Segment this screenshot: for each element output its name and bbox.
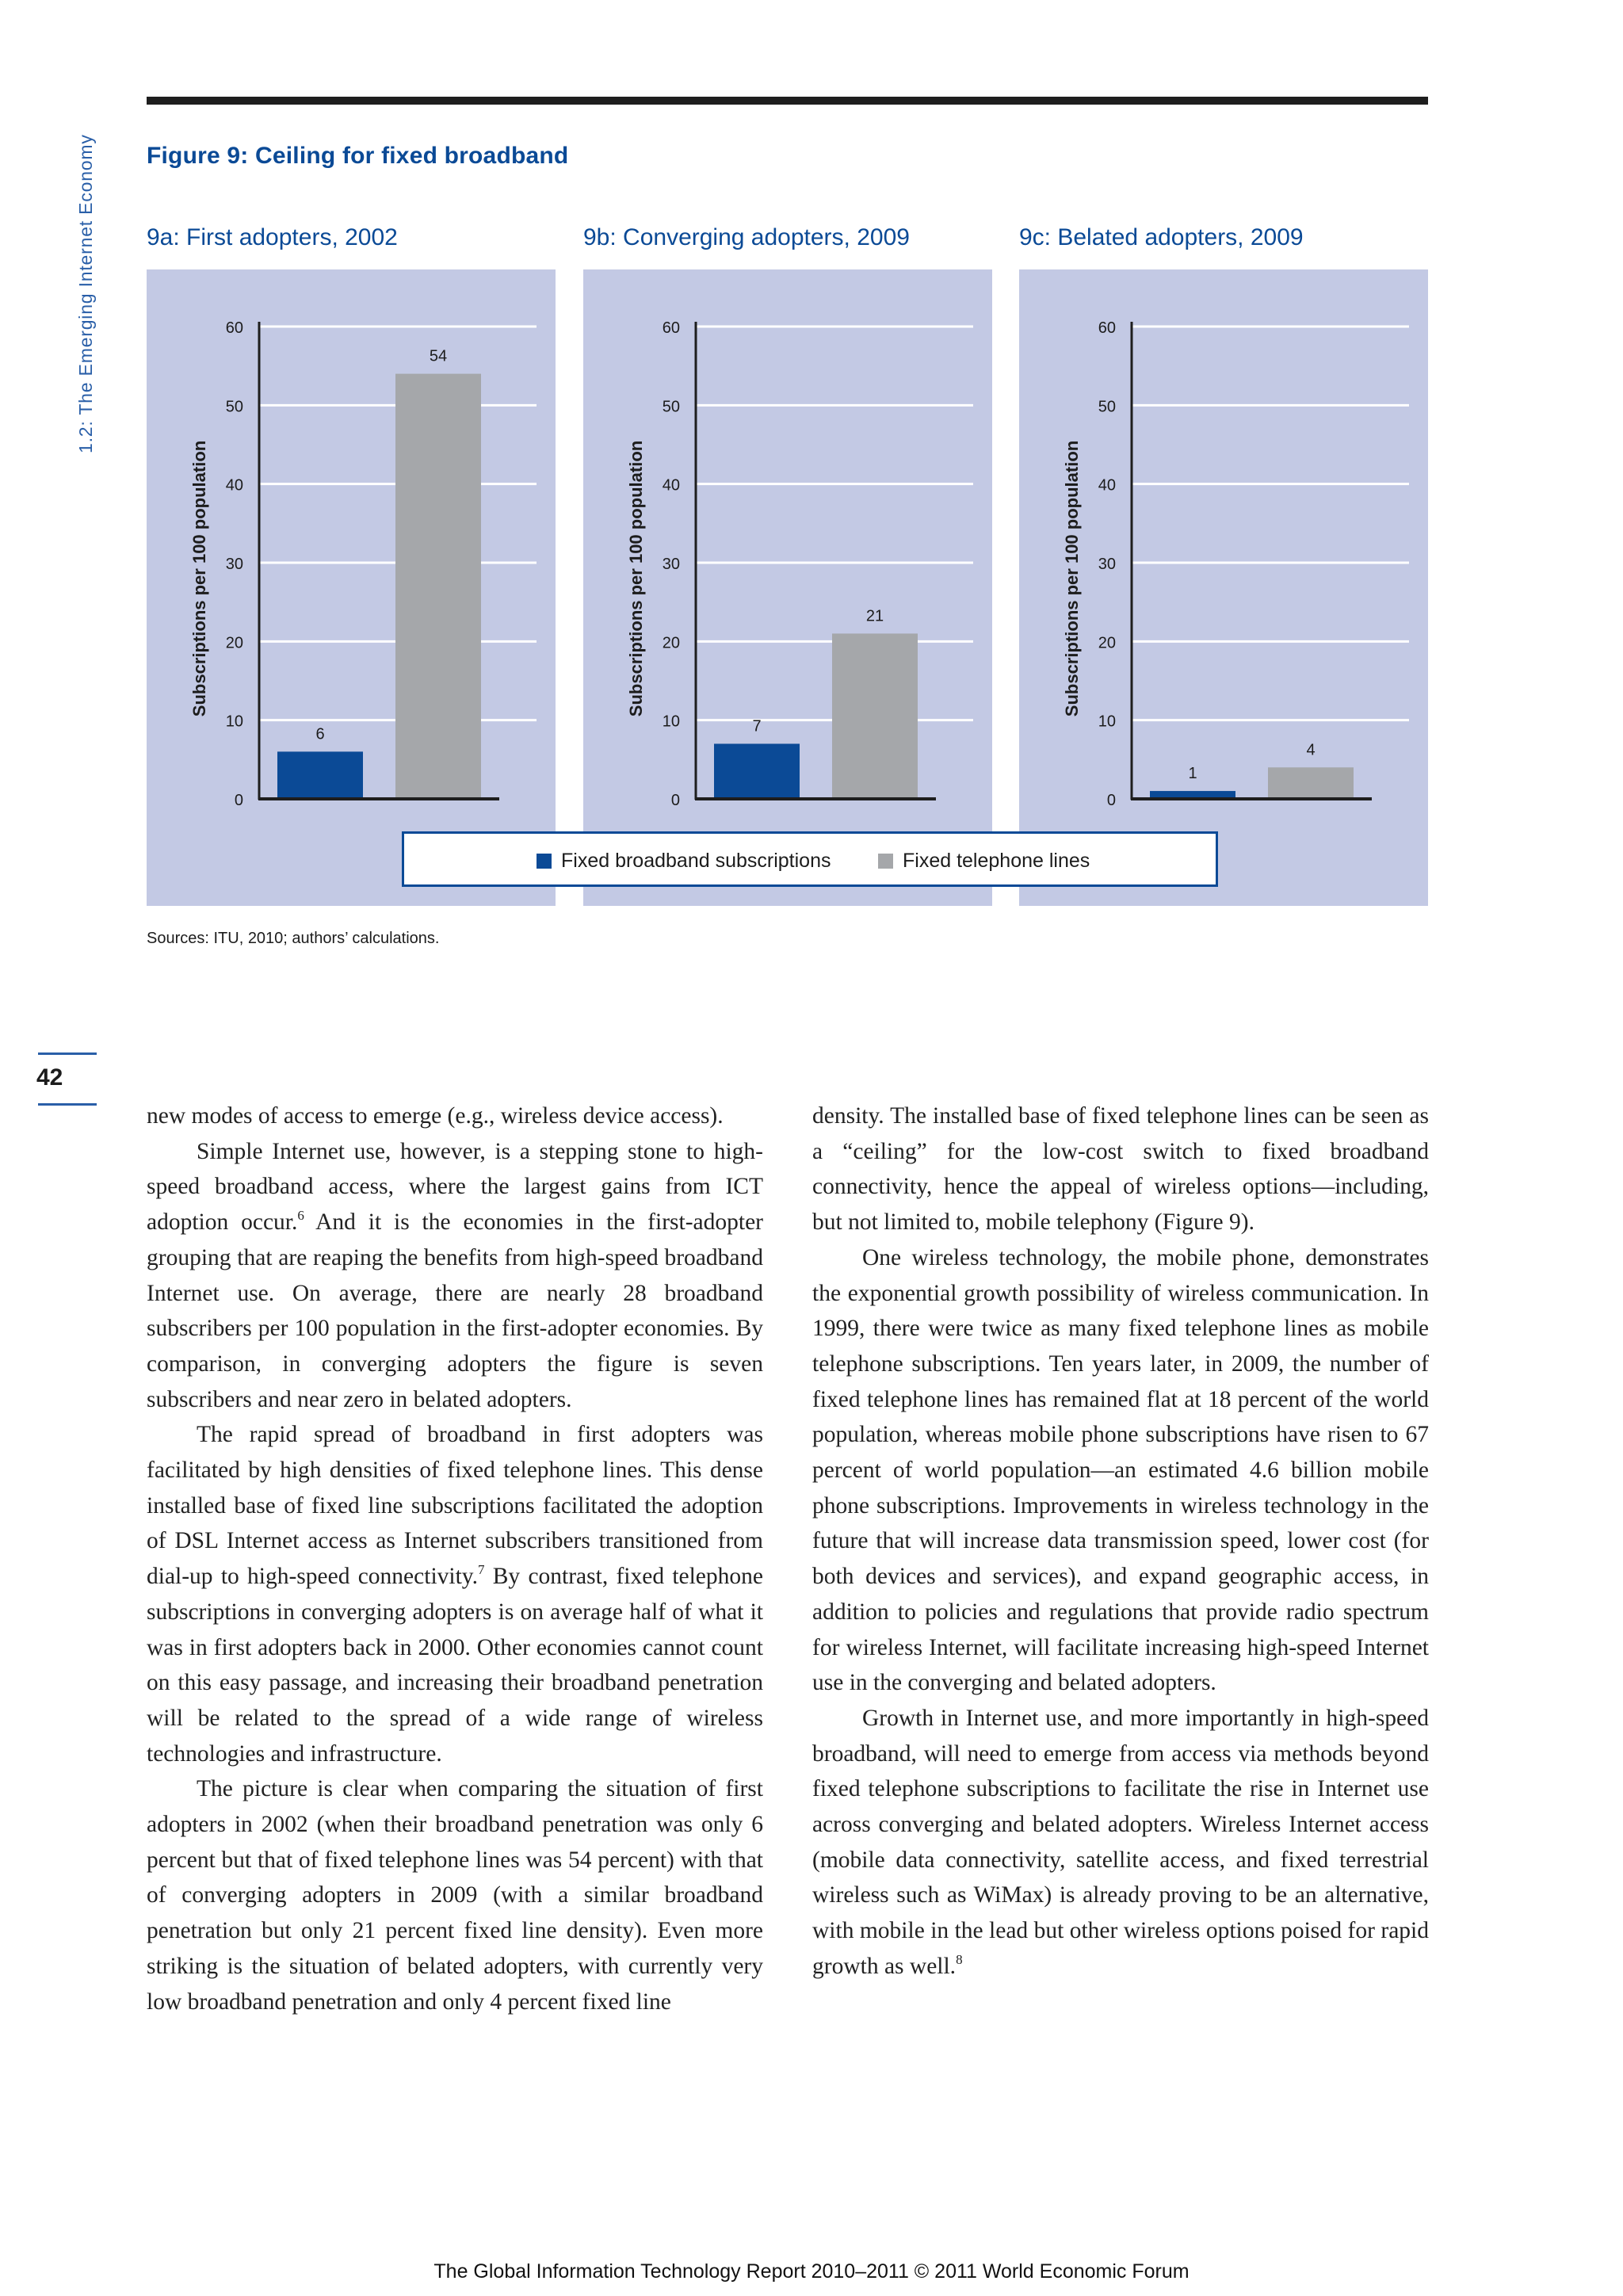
- y-tick-label: 0: [1106, 792, 1116, 809]
- footnote-marker: 7: [478, 1562, 485, 1578]
- legend-item-broadband: [537, 850, 831, 873]
- body-column-left: [147, 1098, 763, 2019]
- legend-swatch-telephone: [878, 854, 893, 869]
- chart-panel-9c: [1019, 269, 1428, 906]
- data-label: 7: [752, 717, 762, 735]
- y-tick-label: 40: [225, 476, 243, 495]
- y-axis-label: Subscriptions per 100 population: [1062, 440, 1082, 717]
- right-column-paragraph: One wireless technology, the mobile phone, demonstrates the exponential growth possibility of wireless communication. In 1999, there were twice as many fixed telephone lines as mobile telephone subscriptions. Ten years later, in 2009, the number of fixed telephone lines has remained flat at 18 percent of the world population, whereas mobile phone subscriptions have risen to 67 percent of world population—an estimated 4.6 billion mobile phone subscriptions. Improvements in wireless technology in the future that will increase data transmission speed, lower cost (for both devices and services), and expand geographic access, in addition to policies and regulations that provide radio spectrum for wireless Internet, will facilitate increasing high-speed Internet use in the converging and belated adopters.: [812, 1244, 1429, 1696]
- y-tick-label: 50: [662, 398, 680, 416]
- page-footer: The Global Information Technology Report 2010–2011 © 2011 World Economic Forum: [433, 2260, 1190, 2283]
- figure-title: Figure 9: Ceiling for fixed broadband: [147, 143, 569, 169]
- y-tick-label: 10: [1098, 712, 1116, 731]
- page-number: 42: [36, 1064, 63, 1091]
- chart-9a: [147, 269, 556, 906]
- legend-label-telephone: Fixed telephone lines: [903, 850, 1090, 872]
- bar-fixed-telephone: [1268, 767, 1354, 799]
- y-tick-label: 10: [225, 712, 243, 731]
- bar-fixed-telephone: [395, 374, 481, 799]
- y-tick-label: 0: [234, 792, 243, 809]
- bar-fixed-broadband: [277, 751, 363, 799]
- chart-panel-9a: [147, 269, 556, 906]
- y-tick-label: 10: [662, 712, 680, 731]
- data-label: 54: [429, 347, 448, 365]
- running-head: 1.2: The Emerging Internet Economy: [75, 134, 96, 453]
- y-axis-label: Subscriptions per 100 population: [626, 440, 646, 717]
- footnote-marker: 6: [297, 1208, 304, 1224]
- page-number-rule-bottom: [38, 1103, 97, 1106]
- right-column-paragraph: Growth in Internet use, and more importantly in high-speed broadband, will need to emerge from access via methods beyond fixed telephone subscriptions to facilitate the rise in Internet use across converging and belated adopters. Wireless Internet access (mobile data connectivity, satellite access, and fixed terrestrial wireless such as WiMax) is already proving to be an alternative, with mobile in the lead but other wireless options poised for rapid growth as well.$^8$: [812, 1705, 1429, 1979]
- y-tick-label: 30: [1098, 556, 1116, 573]
- footnote-marker: 8: [956, 1951, 963, 1967]
- chart-panel-9b: [583, 269, 992, 906]
- page-number-rule-top: [38, 1052, 97, 1055]
- left-column-paragraph: The rapid spread of broadband in first adopters was facilitated by high densities of fixed telephone lines. This dense installed base of fixed line subscriptions facilitated the adoption of DSL Internet access as Internet subscribers transitioned from dial-up to high-speed connectivity.$^7$ By contrast, fixed telephone subscriptions in converging adopters is on average half of what it was in first adopters back in 2000. Other economies cannot count on this easy passage, and increasing their broadband penetration will be related to the spread of a wide range of wireless technologies and infrastructure.: [147, 1422, 763, 1767]
- chart-legend: [402, 831, 1218, 887]
- panel-title-9a: 9a: First adopters, 2002: [147, 224, 398, 250]
- figure-top-rule: [147, 97, 1428, 105]
- bar-fixed-telephone: [832, 633, 918, 799]
- body-column-right: [812, 1098, 1429, 1985]
- y-tick-label: 60: [662, 319, 680, 337]
- bar-fixed-broadband: [714, 743, 800, 799]
- data-label: 1: [1188, 765, 1197, 783]
- y-tick-label: 30: [225, 556, 243, 573]
- y-tick-label: 30: [662, 556, 680, 573]
- left-column-paragraph: Simple Internet use, however, is a stepping stone to high-speed broadband access, where the largest gains from ICT adoption occur.$^6$ And it is the economies in the first-adopter grouping that are reaping the benefits from high-speed broadband Internet use. On average, there are nearly 28 broadband subscribers per 100 population in the first-adopter economies. By comparison, in converging adopters the figure is seven subscribers and near zero in belated adopters.: [147, 1138, 763, 1412]
- left-column-paragraph: new modes of access to emerge (e.g., wireless device access).: [147, 1103, 724, 1129]
- data-label: 4: [1306, 741, 1316, 759]
- y-tick-label: 20: [225, 634, 243, 652]
- y-tick-label: 40: [662, 476, 680, 495]
- data-label: 21: [865, 607, 884, 625]
- left-column-paragraph: The picture is clear when comparing the situation of first adopters in 2002 (when their broadband penetration was only 6 percent but that of fixed telephone lines was 54 percent) with that of converging adopters in 2009 (with a similar broadband penetration but only 21 percent fixed line density). Even more striking is the situation of belated adopters, with currently very low broadband penetration and only 4 percent fixed line: [147, 1776, 763, 2015]
- legend-item-telephone: [878, 850, 1090, 873]
- y-tick-label: 40: [1098, 476, 1116, 495]
- chart-9c: [1019, 269, 1428, 906]
- figure-source: Sources: ITU, 2010; authors’ calculations.: [147, 930, 440, 947]
- y-axis-label: Subscriptions per 100 population: [189, 440, 209, 717]
- y-tick-label: 60: [225, 319, 243, 337]
- y-tick-label: 50: [225, 398, 243, 416]
- data-label: 6: [315, 725, 325, 743]
- panel-title-9c: 9c: Belated adopters, 2009: [1019, 224, 1304, 250]
- chart-9b: [583, 269, 992, 906]
- legend-label-broadband: Fixed broadband subscriptions: [561, 850, 831, 872]
- panel-title-9b: 9b: Converging adopters, 2009: [583, 224, 910, 250]
- y-tick-label: 50: [1098, 398, 1116, 416]
- legend-swatch-broadband: [537, 854, 552, 869]
- y-tick-label: 0: [670, 792, 680, 809]
- y-tick-label: 20: [1098, 634, 1116, 652]
- y-tick-label: 20: [662, 634, 680, 652]
- y-tick-label: 60: [1098, 319, 1116, 337]
- right-column-paragraph: density. The installed base of fixed telephone lines can be seen as a “ceiling” for the low-cost switch to fixed broadband connectivity, hence the appeal of wireless options—including, but not limited to, mobile telephony (Figure 9).: [812, 1103, 1429, 1236]
